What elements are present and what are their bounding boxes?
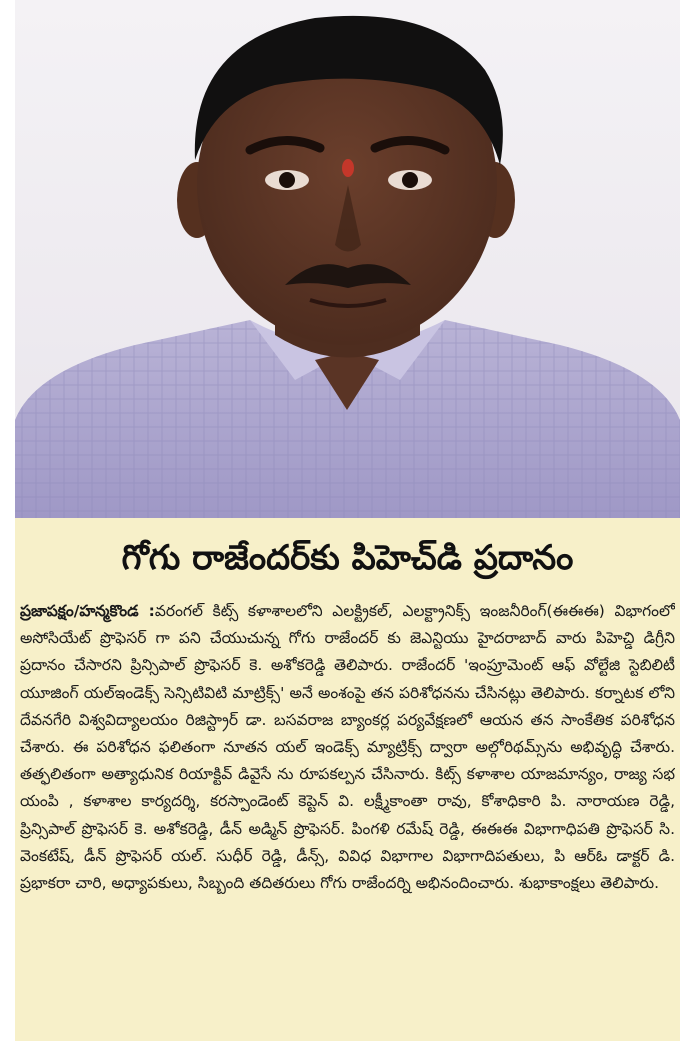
news-clipping <box>15 518 680 1041</box>
article-body <box>20 598 675 1036</box>
article-body-text: వరంగల్ కిట్స్ కళాశాలలోని ఎలక్ట్రికల్, ఎలక్ట్రానిక్స్ ఇంజనీరింగ్(ఈఈఈ) విభాగంలో అసోసియేట్ ప్రొఫెసర్ గా పని చేయుచున్న గోగు రాజేందర్ కు జెఎన్టియు హైదరాబాద్ వారు పిహెచ్డి డిగ్రీని ప్రదానం చేసారని ప్రిన్సిపాల్ ప్రొఫెసర్ కె. అశోకరెడ్డి తెలిపారు. రాజేందర్ 'ఇంప్రూమెంట్ ఆఫ్ వోల్టేజి స్టెబిలిటీ యూజింగ్ యల్ఇండెక్స్ సెన్సిటివిటి మాట్రిక్స్' అనే అంశంపై తన పరిశోధనను చేసినట్లు తెలిపారు. కర్నాటక లోని దేవనగేరి విశ్వవిద్యాలయం రిజిస్ట్రార్ డా. బసవరాజ బ్యాంకర్ల పర్యవేక్షణలో ఆయన తన సాంకేతిక పరిశోధన చేశారు. ఈ పరిశోధన ఫలితంగా నూతన యల్ ఇండెక్స్ మ్యాట్రిక్స్ ద్వారా అల్గోరిథమ్స్‌ను అభివృద్ధి చేశారు. తత్ఫలితంగా అత్యాధునిక రియాక్టివ్ డివైసే ను రూపకల్పన చేసినారు. కిట్స్ కళాశాల యాజమాన్యం, రాజ్య సభ యంపి , కళాశాల కార్యదర్శి, కరస్పాండెంట్ కెప్టెన్ వి. లక్ష్మీకాంతా రావు, కోశాధికారి పి. నారాయణ రెడ్డి, ప్రిన్సిపాల్ ప్రొఫెసర్ కె. అశోకరెడ్డి, డీన్ అడ్మిన్ ప్రొఫెసర్. పింగళి రమేష్ రెడ్డి, ఈఈఈ విభాగాధిపతి ప్రొఫెసర్ సి. వెంకటేష్, డీన్ ప్రొఫెసర్ యల్. సుధీర్ రెడ్డి, డీన్స్, వివిధ విభాగాల విభాగాదిపతులు, పి ఆర్ఓ డాక్టర్ డి. ప్రభాకరా చారి, అధ్యాపకులు, సిబ్బంది తదితరులు గోగు రాజేందర్ని అభినందించారు. శుభాకాంక్షలు తెలిపారు. <box>20 602 675 893</box>
portrait-photo <box>15 0 680 518</box>
portrait-illustration <box>15 0 680 518</box>
article-dateline: ప్రజాపక్షం/హన్మకొండ : <box>20 602 155 620</box>
article-headline: గోగు రాజేందర్‌కు పిహెచ్‌డి ప్రదానం <box>121 538 574 578</box>
